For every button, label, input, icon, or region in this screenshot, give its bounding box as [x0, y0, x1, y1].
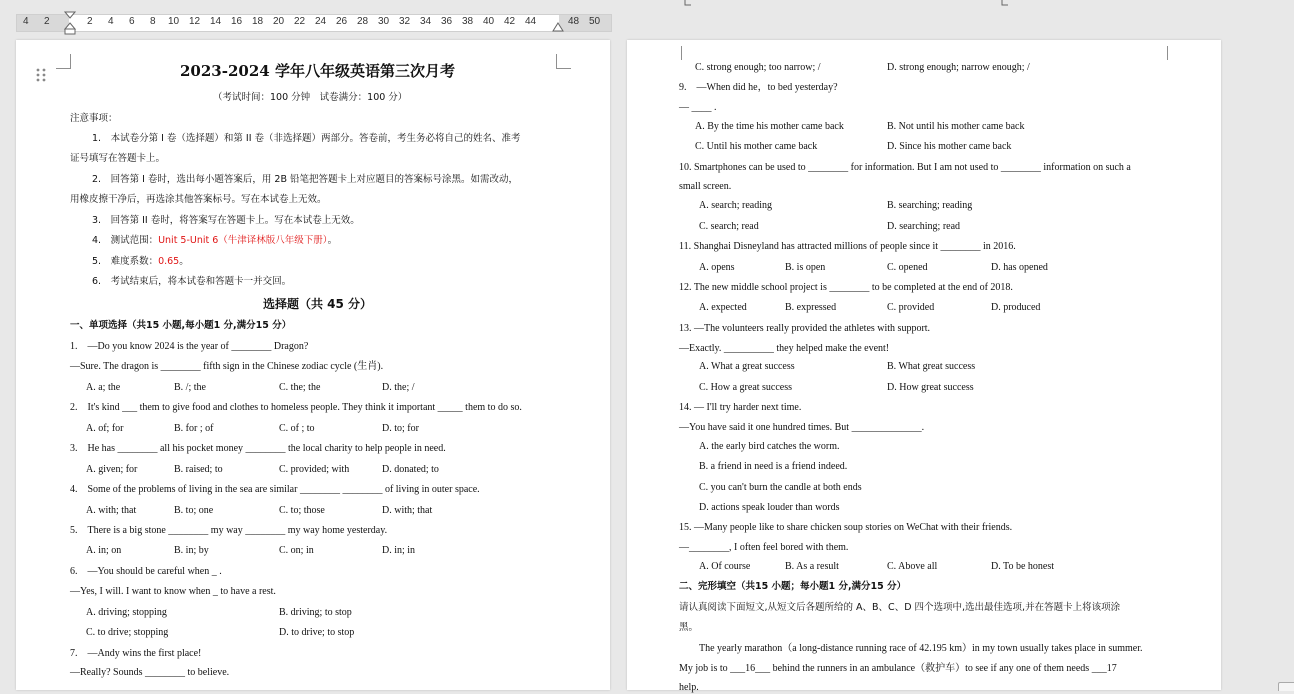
question-text: —Yes, I will. I want to know when _ to have a rest.: [70, 586, 276, 597]
ruler-label: 34: [420, 16, 432, 27]
ruler-label: 44: [525, 16, 537, 27]
option: B. As a result: [785, 561, 839, 572]
notice-punct: 。: [179, 256, 189, 267]
option: C. of ; to: [279, 423, 315, 434]
option: C. provided: [887, 302, 935, 313]
option: A. a; the: [86, 382, 121, 393]
option: C. to drive; stopping: [86, 627, 169, 638]
ruler-label: 20: [273, 16, 285, 27]
right-indent-marker[interactable]: [552, 22, 564, 34]
ruler-label: 4: [23, 16, 29, 27]
question-text: —You have said it one hundred times. But ______________.: [679, 422, 925, 433]
passage-text: help.: [679, 682, 699, 693]
passage-text: My job is to ___16___ behind the runners in an ambulance（救护车）to see if any one of them needs ___17: [679, 663, 1117, 674]
option: C. the; the: [279, 382, 321, 393]
notice-item: 2. 回答第 I 卷时，选出每小题答案后，用 2B 铅笔把答题卡上对应题目的答案标号涂黑。如需改动，: [92, 174, 519, 185]
ruler-label: 42: [504, 16, 516, 27]
ruler-label: 14: [210, 16, 222, 27]
ruler-label: 22: [294, 16, 306, 27]
question-text: 11. Shanghai Disneyland has attracted millions of people since it ________ in 2016.: [679, 241, 1016, 252]
difficulty-value: 0.65: [158, 256, 180, 267]
option: D. searching; read: [887, 221, 961, 232]
option: D. in; in: [382, 545, 416, 556]
option: C. Above all: [887, 561, 938, 572]
notice-item: 6. 考试结束后，将本试卷和答题卡一并交回。: [92, 276, 292, 287]
option: A. What a great success: [699, 361, 795, 372]
option: C. strong enough; too narrow; /: [695, 62, 821, 73]
option: D. to; for: [382, 423, 419, 434]
ruler-label: 2: [44, 16, 50, 27]
option: A. given; for: [86, 464, 138, 475]
option: B. What great success: [887, 361, 976, 372]
option: A. of; for: [86, 423, 124, 434]
option: D. with; that: [382, 505, 433, 516]
ruler-label: 10: [168, 16, 180, 27]
notice-item: [92, 256, 189, 268]
option: D. actions speak louder than words: [699, 502, 840, 513]
tab-stop-icon[interactable]: [1001, 0, 1009, 6]
notice-item: 1. 本试卷分第 I 卷（选择题）和第 II 卷（非选择题）两部分。答卷前，考生务必将自己的姓名、准考: [92, 133, 521, 144]
notice-heading: 注意事项：: [70, 113, 118, 124]
option: B. to; one: [174, 505, 214, 516]
option: C. Until his mother came back: [695, 141, 818, 152]
notice-punct: 。: [327, 235, 338, 246]
ruler-label: 4: [108, 16, 114, 27]
ruler-label: 30: [378, 16, 390, 27]
question-text: 9. —When did he，to bed yesterday?: [679, 82, 838, 93]
ruler-label: 8: [150, 16, 156, 27]
option: A. with; that: [86, 505, 137, 516]
ruler-label: 38: [462, 16, 474, 27]
option: A. search; reading: [699, 200, 773, 211]
option: D. to drive; to stop: [279, 627, 355, 638]
ruler-label: 26: [336, 16, 348, 27]
option: D. Since his mother came back: [887, 141, 1012, 152]
notice-item: 3. 回答第 II 卷时，将答案写在答题卡上。写在本试卷上无效。: [92, 215, 360, 226]
question-text: 1. —Do you know 2024 is the year of ________ Dragon?: [70, 341, 309, 352]
option: A. driving; stopping: [86, 607, 167, 618]
horizontal-ruler[interactable]: [0, 0, 1294, 40]
question-text: 6. —You should be careful when _ .: [70, 566, 222, 577]
notice-item: 用橡皮擦干净后，再选涂其他答案标号。写在本试卷上无效。: [70, 194, 327, 205]
question-text: 3. He has ________ all his pocket money ________ the local charity to help people in need.: [70, 443, 446, 454]
ruler-label: 18: [252, 16, 264, 27]
option: B. in; by: [174, 545, 209, 556]
margin-corner-mark: [556, 54, 571, 69]
ruler-label: 50: [589, 16, 601, 27]
part-heading: 二、完形填空（共15 小题；每小题1 分,满分15 分）: [679, 581, 907, 592]
option: A. By the time his mother came back: [695, 121, 844, 132]
option: C. search; read: [699, 221, 759, 232]
ruler-track[interactable]: [16, 14, 612, 32]
ruler-label: 16: [231, 16, 243, 27]
exam-title: 2023-2024 学年八年级英语第三次月考: [180, 62, 455, 80]
question-text: 14. — I'll try harder next time.: [679, 402, 802, 413]
ruler-label: 6: [129, 16, 135, 27]
option: D. strong enough; narrow enough; /: [887, 62, 1030, 73]
question-text: —Exactly. __________ they helped make the event!: [679, 343, 890, 354]
question-text: —Really? Sounds ________ to believe.: [70, 667, 230, 678]
question-text: — ____ .: [679, 102, 717, 113]
section-title: 选择题（共 45 分）: [263, 297, 373, 311]
exam-subtitle: （考试时间：100 分钟 试卷满分：100 分）: [213, 92, 408, 103]
option: B. a friend in need is a friend indeed.: [699, 461, 848, 472]
ruler-label: 24: [315, 16, 327, 27]
option: C. you can't burn the candle at both ends: [699, 482, 862, 493]
question-text: 12. The new middle school project is ________ to be completed at the end of 2018.: [679, 282, 1013, 293]
notice-label: 4. 测试范围：: [92, 235, 159, 246]
option: D. donated; to: [382, 464, 439, 475]
option: C. opened: [887, 262, 928, 273]
question-text: 2. It's kind ___ them to give food and clothes to homeless people. They think it important _____ them to do so.: [70, 402, 522, 413]
margin-corner-mark: [1167, 46, 1182, 60]
ruler-label: 40: [483, 16, 495, 27]
option: B. expressed: [785, 302, 837, 313]
notice-item: 证号填写在答题卡上。: [70, 153, 166, 164]
option: B. driving; to stop: [279, 607, 352, 618]
ruler-label: 12: [189, 16, 201, 27]
question-text: —________, I often feel bored with them.: [679, 542, 849, 553]
question-text: 7. —Andy wins the first place!: [70, 648, 202, 659]
option: D. has opened: [991, 262, 1048, 273]
drag-handle-icon[interactable]: [36, 68, 46, 82]
margin-corner-mark: [56, 54, 71, 69]
option: B. /; the: [174, 382, 206, 393]
option: A. Of course: [699, 561, 751, 572]
question-text: 5. There is a big stone ________ my way ________ my way home yesterday.: [70, 525, 388, 536]
option: B. is open: [785, 262, 826, 273]
margin-corner-mark: [667, 46, 682, 60]
first-line-indent-marker[interactable]: [64, 11, 76, 35]
option: C. to; those: [279, 505, 325, 516]
part-heading: 一、单项选择（共15 小题,每小题1 分,满分15 分）: [70, 320, 292, 331]
option: B. searching; reading: [887, 200, 973, 211]
notice-item: [92, 235, 337, 247]
notice-label: 5. 难度系数：: [92, 256, 159, 267]
option: B. raised; to: [174, 464, 223, 475]
question-text: 10. Smartphones can be used to ________ for information. But I am not used to ________ information on such a: [679, 162, 1131, 173]
question-text: 13. —The volunteers really provided the athletes with support.: [679, 323, 931, 334]
option: A. the early bird catches the worm.: [699, 441, 840, 452]
option: C. How a great success: [699, 382, 793, 393]
test-scope: Unit 5-Unit 6（牛津译林版八年级下册）: [158, 235, 328, 246]
ruler-label: 2: [87, 16, 93, 27]
instruction-text: 黑。: [679, 622, 699, 633]
option: D. To be honest: [991, 561, 1054, 572]
option: A. in; on: [86, 545, 122, 556]
option: D. the; /: [382, 382, 415, 393]
ruler-label: 28: [357, 16, 369, 27]
ruler-right-margin: [559, 15, 611, 31]
question-text: 4. Some of the problems of living in the sea are similar ________ ________ of living in outer space.: [70, 484, 480, 495]
option: A. opens: [699, 262, 735, 273]
passage-text: The yearly marathon（a long-distance running race of 42.195 km）in my town usually takes place in summer.: [699, 643, 1143, 654]
question-text: small screen.: [679, 181, 732, 192]
ruler-label: 48: [568, 16, 580, 27]
question-text: 15. —Many people like to share chicken soup stories on WeChat with their friends.: [679, 522, 1013, 533]
instruction-text: 请认真阅读下面短文,从短文后各题所给的 A、B、C、D 四个选项中,选出最佳选项,并在答题卡上将该项涂: [679, 602, 1121, 613]
workspace-background: [1230, 40, 1294, 690]
option: D. How great success: [887, 382, 974, 393]
option: A. expected: [699, 302, 747, 313]
tab-stop-icon[interactable]: [684, 0, 692, 6]
option: D. produced: [991, 302, 1041, 313]
option: B. Not until his mother came back: [887, 121, 1025, 132]
question-text: —Sure. The dragon is ________ fifth sign in the Chinese zodiac cycle (生肖).: [70, 361, 384, 372]
option: C. provided; with: [279, 464, 350, 475]
ruler-label: 32: [399, 16, 411, 27]
ruler-label: 36: [441, 16, 453, 27]
option: C. on; in: [279, 545, 314, 556]
option: B. for ; of: [174, 423, 214, 434]
